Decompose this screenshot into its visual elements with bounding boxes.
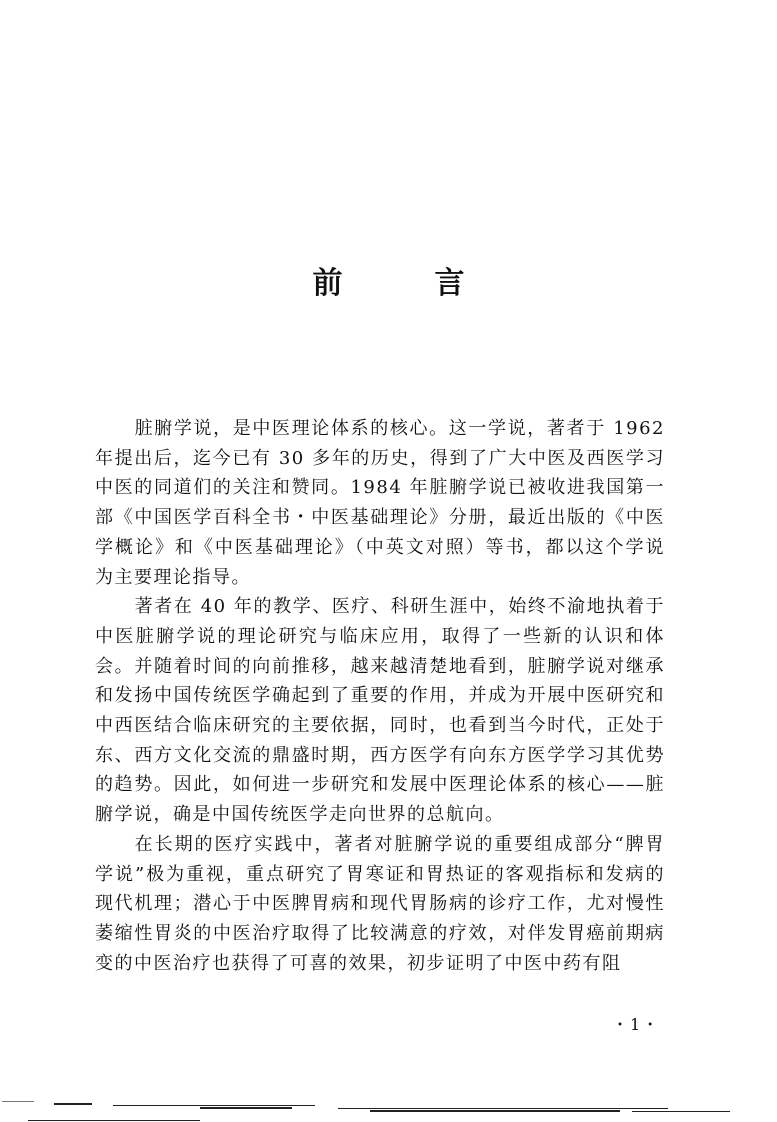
body-text bbox=[95, 414, 665, 978]
paragraph-3: 在长期的医疗实践中，著者对脏腑学说的重要组成部分“脾胃学说”极为重视，重点研究了胃寒证和胃热证的客观指标和发病的现代机理；潜心于中医脾胃病和现代胃肠病的诊疗工作，尤对慢性萎缩性胃炎的中医治疗取得了比较满意的疗效，对伴发胃癌前期病变的中医治疗也获得了可喜的效果，初步证明了中医中药有阻 bbox=[95, 833, 665, 974]
scan-line bbox=[2, 1101, 34, 1102]
scan-line bbox=[370, 1110, 620, 1112]
page-title bbox=[0, 258, 777, 302]
scan-line bbox=[54, 1103, 92, 1105]
scan-line bbox=[113, 1105, 315, 1106]
page-number: ・1・ bbox=[612, 1015, 661, 1034]
scan-line bbox=[338, 1108, 668, 1109]
scan-line bbox=[632, 1111, 730, 1112]
paragraph-1: 脏腑学说，是中医理论体系的核心。这一学说，著者于 1962 年提出后，迄今已有 30 多年的历史，得到了广大中医及西医学习中医的同道们的关注和赞同。1984 年脏腑学说已被收进我国第一部《中国医学百科全书・中医基础理论》分册，最近出版的《中医学概论》和《中医基础理论》（中英文对照）等书，都以这个学说为主要理论指导。 bbox=[95, 418, 665, 588]
scan-line bbox=[200, 1107, 292, 1109]
paragraph-2: 著者在 40 年的教学、医疗、科研生涯中，始终不渝地执着于中医脏腑学说的理论研究与临床应用，取得了一些新的认识和体会。并随着时间的向前推移，越来越清楚地看到，脏腑学说对继承和发扬中国传统医学确起到了重要的作用，并成为开展中医研究和中西医结合临床研究的主要依据，同时，也看到当今时代，正处于东、西方文化交流的鼎盛时期，西方医学有向东方医学学习其优势的趋势。因此，如何进一步研究和发展中医理论体系的核心——脏腑学说，确是中国传统医学走向世界的总航向。 bbox=[95, 596, 665, 826]
title-char-2: 言 bbox=[434, 266, 465, 301]
scan-line bbox=[28, 1120, 200, 1121]
title-char-1: 前 bbox=[312, 266, 343, 301]
